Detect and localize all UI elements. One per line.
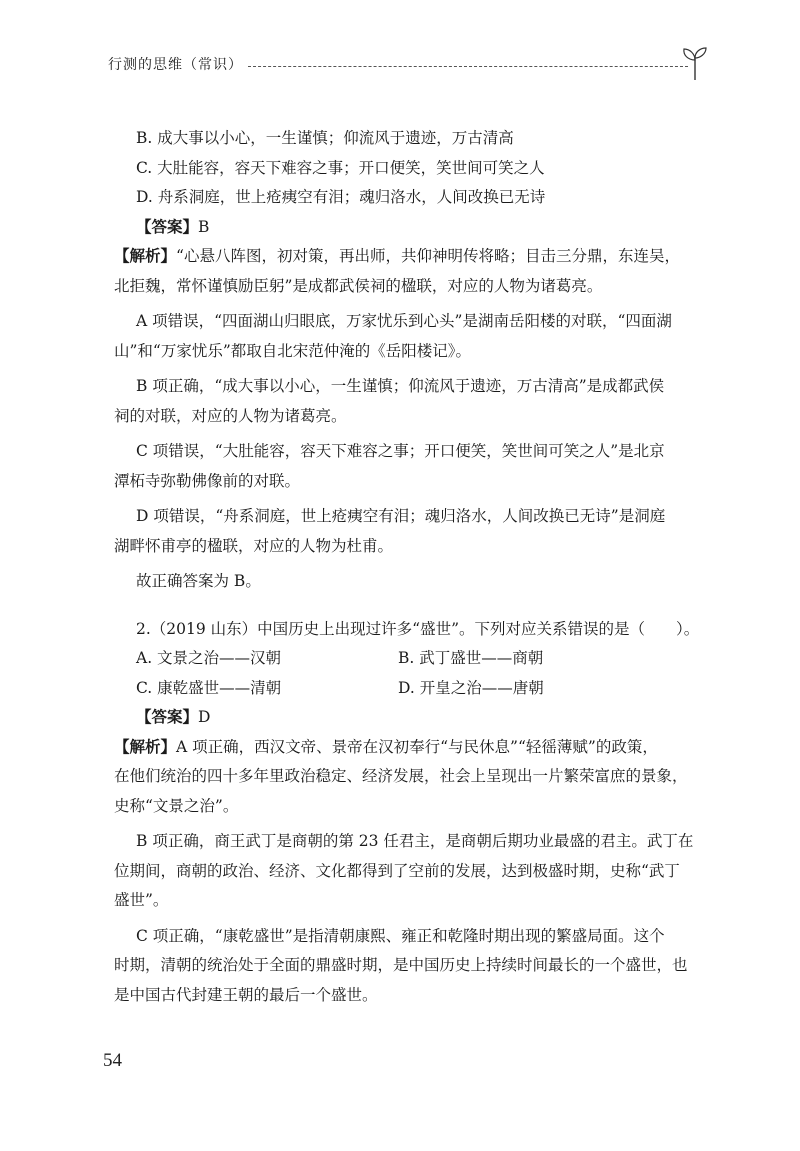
q1-analysis-c-text: C 项错误，“大肚能容，容天下难容之事；开口便笑，笑世间可笑之人”是北京 xyxy=(136,442,665,460)
q1-answer-value: B xyxy=(198,217,210,236)
q1-analysis-tag: 【解析】 xyxy=(114,247,177,265)
q2-analysis-c-text: 是中国古代封建王朝的最后一个盛世。 xyxy=(114,985,378,1004)
q1-analysis-d-text: 湖畔怀甫亭的楹联，对应的人物为杜甫。 xyxy=(114,536,394,555)
q2-options-row xyxy=(136,674,718,704)
q2-option-b: B. 武丁盛世——商朝 xyxy=(398,649,544,667)
q2-answer-value: D xyxy=(198,708,211,726)
page-content xyxy=(114,124,718,1010)
q1-analysis-a-text: 山”和“万家忧乐”都取自北宋范仲淹的《岳阳楼记》。 xyxy=(114,341,472,360)
q1-analysis-text: “心悬八阵图，初对策，再出师，共仰神明传将略；目击三分鼎，东连吴， xyxy=(176,247,680,265)
q2-analysis-a-text: A 项正确，西汉文帝、景帝在汉初奉行“与民休息”“轻徭薄赋”的政策， xyxy=(176,737,658,756)
q1-answer-tag: 【答案】 xyxy=(136,217,199,236)
q1-analysis-d-text: D 项错误，“舟系洞庭，世上疮痍空有泪；魂归洛水，人间改换已无诗”是洞庭 xyxy=(136,507,666,525)
q1-analysis-a-text: A 项错误，“四面湖山归眼底，万家忧乐到心头”是湖南岳阳楼的对联，“四面湖 xyxy=(136,312,672,330)
q1-analysis xyxy=(114,242,718,597)
q2-analysis-tag: 【解析】 xyxy=(114,737,177,756)
q2-answer-tag: 【答案】 xyxy=(136,708,199,726)
q1-answer xyxy=(136,213,718,243)
q2-option-c: C. 康乾盛世——清朝 xyxy=(136,678,282,697)
q2-analysis xyxy=(114,733,718,1011)
q2-analysis-line xyxy=(114,733,718,763)
q1-analysis-b-text: B 项正确，“成大事以小心，一生谨慎；仰流风于遗迹，万古清高”是成都武侯 xyxy=(136,377,665,395)
q2-analysis-a-text: 史称“文景之治”。 xyxy=(114,796,239,815)
q1-conclusion: 故正确答案为 B。 xyxy=(136,572,261,590)
q2-option-d: D. 开皇之治——唐朝 xyxy=(398,678,544,697)
q2-option-a: A. 文景之治——汉朝 xyxy=(136,649,282,667)
q2-analysis-a-text: 在他们统治的四十多年里政治稳定、经济发展，社会上呈现出一片繁荣富庶的景象， xyxy=(114,767,688,785)
header-title: 行测的思维（常识） xyxy=(108,57,243,73)
running-header xyxy=(108,48,708,82)
page-number: 54 xyxy=(103,1050,122,1071)
q2-analysis-b-text: B 项正确，商王武丁是商朝的第 23 任君主，是商朝后期功业最盛的君主。武丁在 xyxy=(136,832,694,850)
q2-analysis-c-text: C 项正确，“康乾盛世”是指清朝康熙、雍正和乾隆时期出现的繁盛局面。这个 xyxy=(136,926,665,945)
sprout-icon xyxy=(680,46,710,80)
q2-analysis-b-text: 盛世”。 xyxy=(114,891,169,909)
q1-analysis-b-text: 祠的对联，对应的人物为诸葛亮。 xyxy=(114,406,347,425)
q1-analysis-c-text: 潭柘寺弥勒佛像前的对联。 xyxy=(114,471,301,490)
q2-stem: 2.（2019 山东）中国历史上出现过许多“盛世”。下列对应关系错误的是（ ）。 xyxy=(136,619,700,638)
q1-analysis-line xyxy=(114,242,718,272)
q2-answer xyxy=(136,703,718,733)
header-rule xyxy=(248,66,688,67)
q1-analysis-text: 北拒魏，常怀谨慎励臣躬”是成都武侯祠的楹联，对应的人物为诸葛亮。 xyxy=(114,276,603,295)
q2-analysis-b-text: 位期间，商朝的政治、经济、文化都得到了空前的发展，达到极盛时期，史称“武丁 xyxy=(114,861,680,880)
q2-analysis-c-text: 时期，清朝的统治处于全面的鼎盛时期，是中国历史上持续时间最长的一个盛世，也 xyxy=(114,956,688,974)
q1-option-d: D. 舟系洞庭，世上疮痍空有泪；魂归洛水，人间改换已无诗 xyxy=(136,188,546,206)
q1-option-b: B. 成大事以小心，一生谨慎；仰流风于遗迹，万古清高 xyxy=(136,129,514,147)
q2-options-row xyxy=(136,644,718,674)
q1-option-c: C. 大肚能容，容天下难容之事；开口便笑，笑世间可笑之人 xyxy=(136,158,545,177)
